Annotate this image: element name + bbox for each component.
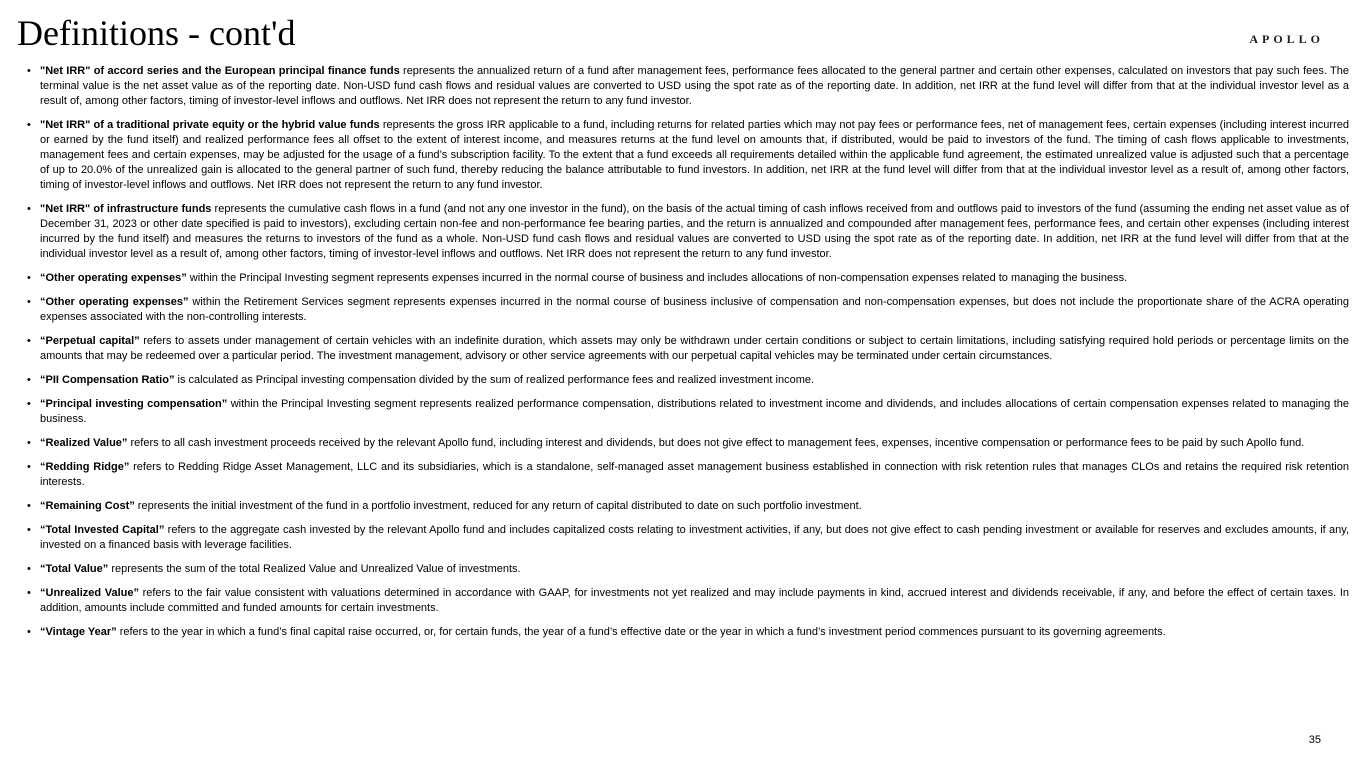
definition-text: refers to the aggregate cash invested by the relevant Apollo fund and includes capitalized costs relating to investment activities, if any, but does not give effect to cash pending investment or available for reserves and excludes amounts, if any, invested on a financed basis with leverage facilities. <box>40 524 1350 551</box>
definition-term: “Realized Value” <box>40 437 128 449</box>
definition-text: represents the sum of the total Realized Value and Unrealized Value of investments. <box>108 563 521 575</box>
definition-text: refers to all cash investment proceeds received by the relevant Apollo fund, including interest and dividends, but does not give effect to management fees, expenses, incentive compensation or performance fees to be paid by such Apollo fund. <box>127 437 1305 449</box>
definition-term: “Vintage Year” <box>40 626 117 638</box>
definition-term: "Net IRR" of infrastructure funds <box>40 203 212 215</box>
definition-text: represents the gross IRR applicable to a fund, including returns for related parties which may not pay fees or performance fees, net of management fees, certain expenses (including interest incurred or earned by the fund itself) and realized performance fees all offset to the extent of interest income, and measures returns at the fund level on amounts that, if distributed, would be paid to investors of the fund. The timing of cash flows applicable to investments, management fees and certain expenses, may be adjusted for the usage of a fund’s subscription facility. To the extent that a fund exceeds all requirements detailed within the applicable fund agreement, the estimated unrealized value is adjusted such that a percentage of up to 20.0% of the unrealized gain is allocated to the general partner of such fund, thereby reducing the balance attributable to fund investors. In addition, net IRR at the fund level will differ from that at the individual investor level as a result of, among other factors, timing of investor-level inflows and outflows. Net IRR does not represent the return to any fund investor. <box>40 119 1349 191</box>
definition-term: “PII Compensation Ratio” <box>40 374 175 386</box>
slide-header <box>17 14 1348 62</box>
definition-text: within the Retirement Services segment represents expenses incurred in the normal course of business inclusive of compensation and non-compensation expenses, but does not include the proportionate share of the ACRA operating expenses associated with the non-controlling interests. <box>40 296 1349 323</box>
definition-item <box>27 562 1349 577</box>
definition-term: “Perpetual capital” <box>40 335 140 347</box>
definition-text: refers to Redding Ridge Asset Management, LLC and its subsidiaries, which is a standalone, self-managed asset management business established in connection with risk retention rules that manages CLOs and retains the required risk retention interests. <box>40 461 1349 488</box>
definition-term: “Principal investing compensation” <box>40 398 228 410</box>
definition-term: “Unrealized Value” <box>40 587 139 599</box>
definition-item <box>27 295 1349 325</box>
definition-text: represents the initial investment of the fund in a portfolio investment, reduced for any return of capital distributed to date on such portfolio investment. <box>134 500 862 512</box>
definitions-list <box>27 64 1349 640</box>
definition-text: refers to the year in which a fund’s final capital raise occurred, or, for certain funds, the year of a fund’s effective date or the year in which a fund’s investment period commences pursuant to its governing agreements. <box>116 626 1166 638</box>
definition-term: “Other operating expenses” <box>40 272 187 284</box>
page-title: Definitions - cont'd <box>17 13 296 53</box>
definition-item <box>27 397 1349 427</box>
definition-item <box>27 334 1349 364</box>
definition-text: represents the cumulative cash flows in a fund (and not any one investor in the fund), on the basis of the actual timing of cash inflows received from and outflows paid to investors of the fund (assuming the ending net asset value as of December 31, 2023 or other date specified is paid to investors), excluding certain non-fee and non-performance fee bearing parties, and the return is annualized and compounded after management fees, performance fees, and certain other expenses (including interest incurred by the fund itself) and measures the returns to investors of the fund as a whole. Non-USD fund cash flows and residual values are converted to USD using the spot rate as of the reporting date. In addition, net IRR at the fund level will differ from that at the individual investor level as a result of, among other factors, timing of investor-level inflows and outflows. Net IRR does not represent the return to any fund investor. <box>40 203 1349 260</box>
definition-item <box>27 271 1349 286</box>
definition-item <box>27 499 1349 514</box>
page-number: 35 <box>1308 734 1321 746</box>
definition-item <box>27 373 1349 388</box>
definition-text: represents the annualized return of a fund after management fees, performance fees allocated to the general partner and certain other expenses, calculated on investors that pay such fees. The terminal value is the net asset value as of the reporting date. Non-USD fund cash flows and residual values are converted to USD using the spot rate as of the reporting date. In addition, net IRR at the fund level will differ from that at the individual investor level as a result of, among other factors, timing of investor-level inflows and outflows. Net IRR does not represent the return to any fund investor. <box>40 65 1349 107</box>
definition-text: refers to assets under management of certain vehicles with an indefinite duration, which assets may only be withdrawn under certain conditions or subject to certain limitations, including satisfying required hold periods or percentage limits on the amounts that may be redeemed over a particular period. The investment management, advisory or other service agreements with our perpetual capital vehicles may be terminated under certain circumstances. <box>40 335 1349 362</box>
definition-term: “Remaining Cost” <box>40 500 135 512</box>
definition-text: within the Principal Investing segment represents expenses incurred in the normal course of business and includes allocations of non-compensation expenses related to managing the business. <box>186 272 1128 284</box>
definition-term: "Net IRR" of accord series and the European principal finance funds <box>40 65 400 77</box>
definition-item <box>27 118 1349 193</box>
definition-item <box>27 436 1349 451</box>
definition-text: is calculated as Principal investing compensation divided by the sum of realized performance fees and realized investment income. <box>174 374 815 386</box>
definition-item <box>27 64 1349 109</box>
definition-item <box>27 523 1349 553</box>
definition-term: “Redding Ridge” <box>40 461 130 473</box>
definition-term: “Total Value” <box>40 563 109 575</box>
definition-item <box>27 586 1349 616</box>
definition-term: "Net IRR" of a traditional private equity or the hybrid value funds <box>40 119 380 131</box>
apollo-logo: APOLLO <box>1249 32 1324 46</box>
definition-item <box>27 625 1349 640</box>
definition-text: refers to the fair value consistent with valuations determined in accordance with GAAP, for investments not yet realized and may include payments in kind, accrued interest and dividends receivable, if any, and before the effect of certain taxes. In addition, amounts include committed and funded amounts for certain investments. <box>40 587 1349 614</box>
definition-item <box>27 202 1349 262</box>
definition-term: “Total Invested Capital” <box>40 524 165 536</box>
definition-item <box>27 460 1349 490</box>
definition-term: “Other operating expenses” <box>40 296 189 308</box>
definition-text: within the Principal Investing segment represents realized performance compensation, distributions related to investment income and dividends, and includes allocations of certain compensation expenses related to managing the business. <box>40 398 1349 425</box>
